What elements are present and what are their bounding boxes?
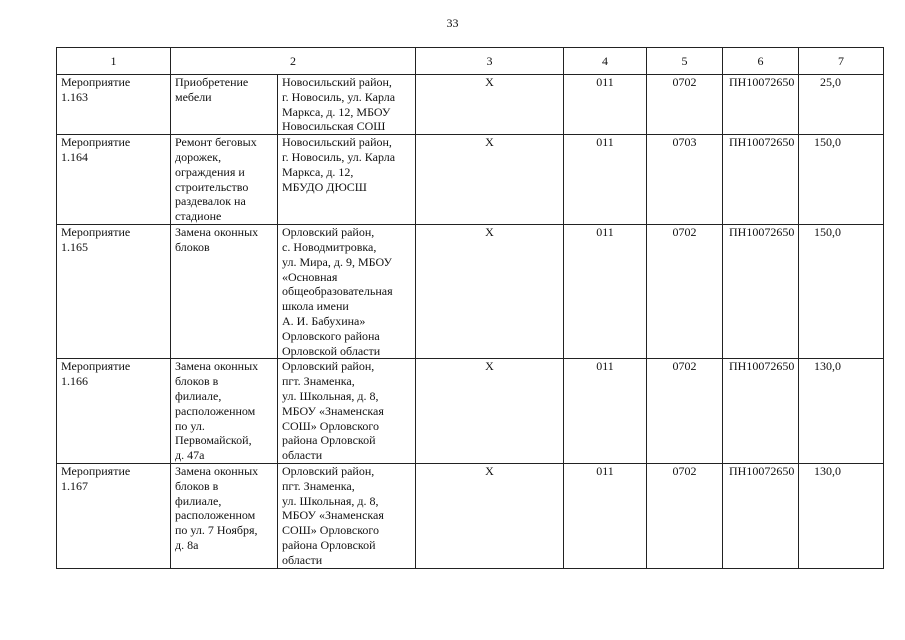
amount-cell: 150,0 <box>799 135 884 225</box>
column-header: 1 <box>57 48 171 75</box>
amount-cell: 150,0 <box>799 225 884 359</box>
amount-cell: 130,0 <box>799 463 884 568</box>
action-cell: Ремонт беговых дорожек, ограждения и строительство раздевалок на стадионе <box>171 135 278 225</box>
event-cell: Мероприятие 1.163 <box>57 75 171 135</box>
table-row <box>57 463 884 568</box>
action-cell: Замена оконных блоков в филиале, расположенном по ул. 7 Ноября, д. 8а <box>171 463 278 568</box>
ministry-code-cell: 011 <box>564 225 647 359</box>
event-cell: Мероприятие 1.165 <box>57 225 171 359</box>
table-row <box>57 75 884 135</box>
action-cell: Приобретение мебели <box>171 75 278 135</box>
column-header: 7 <box>799 48 884 75</box>
ministry-code-cell: 011 <box>564 75 647 135</box>
section-code-cell: 0702 <box>647 225 723 359</box>
program-code-cell: ПН10072650 <box>723 75 799 135</box>
event-cell: Мероприятие 1.166 <box>57 359 171 464</box>
marker-cell: Х <box>416 359 564 464</box>
amount-cell: 130,0 <box>799 359 884 464</box>
column-header: 5 <box>647 48 723 75</box>
column-header: 3 <box>416 48 564 75</box>
action-cell: Замена оконных блоков <box>171 225 278 359</box>
marker-cell: Х <box>416 463 564 568</box>
event-cell: Мероприятие 1.164 <box>57 135 171 225</box>
marker-cell: Х <box>416 225 564 359</box>
action-cell: Замена оконных блоков в филиале, расположенном по ул. Первомайской, д. 47а <box>171 359 278 464</box>
location-cell: Орловский район, с. Новодмитровка, ул. Мира, д. 9, МБОУ «Основная общеобразовательная школа имени А. И. Бабухина» Орловского района Орловской области <box>278 225 416 359</box>
location-cell: Орловский район, пгт. Знаменка, ул. Школьная, д. 8, МБОУ «Знаменская СОШ» Орловского района Орловской области <box>278 359 416 464</box>
table-row <box>57 225 884 359</box>
section-code-cell: 0703 <box>647 135 723 225</box>
section-code-cell: 0702 <box>647 463 723 568</box>
section-code-cell: 0702 <box>647 75 723 135</box>
ministry-code-cell: 011 <box>564 463 647 568</box>
column-header: 2 <box>171 48 416 75</box>
table-row <box>57 359 884 464</box>
ministry-code-cell: 011 <box>564 359 647 464</box>
column-header: 4 <box>564 48 647 75</box>
marker-cell: Х <box>416 135 564 225</box>
table-row <box>57 135 884 225</box>
program-code-cell: ПН10072650 <box>723 135 799 225</box>
location-cell: Новосильский район, г. Новосиль, ул. Карла Маркса, д. 12, МБОУ Новосильская СОШ <box>278 75 416 135</box>
amount-cell: 25,0 <box>799 75 884 135</box>
program-code-cell: ПН10072650 <box>723 463 799 568</box>
marker-cell: Х <box>416 75 564 135</box>
program-code-cell: ПН10072650 <box>723 225 799 359</box>
column-header: 6 <box>723 48 799 75</box>
page-number: 33 <box>446 16 459 30</box>
header-row <box>57 48 884 75</box>
section-code-cell: 0702 <box>647 359 723 464</box>
location-cell: Орловский район, пгт. Знаменка, ул. Школьная, д. 8, МБОУ «Знаменская СОШ» Орловского района Орловской области <box>278 463 416 568</box>
event-cell: Мероприятие 1.167 <box>57 463 171 568</box>
program-code-cell: ПН10072650 <box>723 359 799 464</box>
budget-table <box>56 47 884 569</box>
location-cell: Новосильский район, г. Новосиль, ул. Карла Маркса, д. 12, МБУДО ДЮСШ <box>278 135 416 225</box>
ministry-code-cell: 011 <box>564 135 647 225</box>
